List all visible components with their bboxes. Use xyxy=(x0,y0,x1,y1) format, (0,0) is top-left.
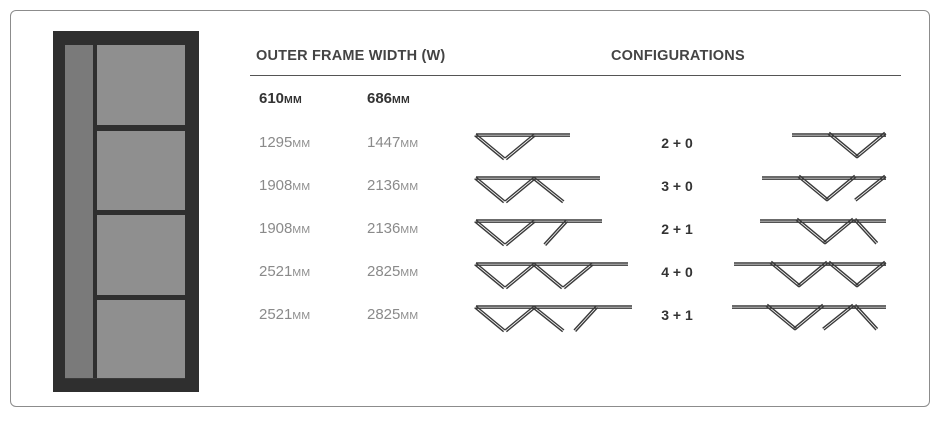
outer-frame-width-heading: OUTER FRAME WIDTH (W) xyxy=(256,48,446,64)
folding-diagram-right xyxy=(720,218,890,248)
width-unit: MM xyxy=(400,224,419,236)
folding-diagram-left xyxy=(474,261,644,291)
width-number: 1447 xyxy=(367,134,401,151)
width-value-1 xyxy=(259,263,310,280)
width-number: 1295 xyxy=(259,134,293,151)
folding-diagram-right xyxy=(720,261,890,291)
width-value-1 xyxy=(259,306,310,323)
width-value-2 xyxy=(367,177,418,194)
width-value-1 xyxy=(259,220,310,237)
width-number: 1908 xyxy=(259,177,293,194)
width-number: 2136 xyxy=(367,177,401,194)
width-unit: MM xyxy=(292,267,311,279)
width-value-2 xyxy=(367,220,418,237)
configuration-label: 3 + 1 xyxy=(661,307,693,323)
width-number: 1908 xyxy=(259,220,293,237)
width-number: 610 xyxy=(259,90,285,107)
configuration-label: 2 + 0 xyxy=(661,135,693,151)
configuration-label: 2 + 1 xyxy=(661,221,693,237)
folding-diagram-left xyxy=(474,132,644,162)
folding-diagram-left xyxy=(474,304,644,334)
width-number: 2825 xyxy=(367,306,401,323)
width-value-1 xyxy=(259,177,310,194)
width-unit: MM xyxy=(400,138,419,150)
width-unit: MM xyxy=(400,310,419,322)
width-value-2 xyxy=(367,134,418,151)
folding-diagram-left xyxy=(474,218,644,248)
width-unit: MM xyxy=(392,94,410,106)
width-number: 2521 xyxy=(259,306,293,323)
width-value-2 xyxy=(367,90,410,107)
width-unit: MM xyxy=(292,310,311,322)
width-unit: MM xyxy=(292,138,311,150)
width-number: 686 xyxy=(367,90,393,107)
configuration-label: 4 + 0 xyxy=(661,264,693,280)
width-unit: MM xyxy=(400,267,419,279)
width-unit: MM xyxy=(292,224,311,236)
width-unit: MM xyxy=(292,181,311,193)
configuration-label: 3 + 0 xyxy=(661,178,693,194)
width-number: 2136 xyxy=(367,220,401,237)
width-value-2 xyxy=(367,263,418,280)
width-value-2 xyxy=(367,306,418,323)
door-panel-image xyxy=(53,31,199,392)
width-unit: MM xyxy=(400,181,419,193)
width-number: 2521 xyxy=(259,263,293,280)
width-unit: MM xyxy=(284,94,302,106)
folding-diagram-left xyxy=(474,175,644,205)
configurations-heading: CONFIGURATIONS xyxy=(611,48,745,64)
width-number: 2825 xyxy=(367,263,401,280)
folding-diagram-right xyxy=(720,304,890,334)
width-value-1 xyxy=(259,90,302,107)
folding-diagram-right xyxy=(720,132,890,162)
header-divider xyxy=(250,75,901,76)
folding-diagram-right xyxy=(720,175,890,205)
width-value-1 xyxy=(259,134,310,151)
